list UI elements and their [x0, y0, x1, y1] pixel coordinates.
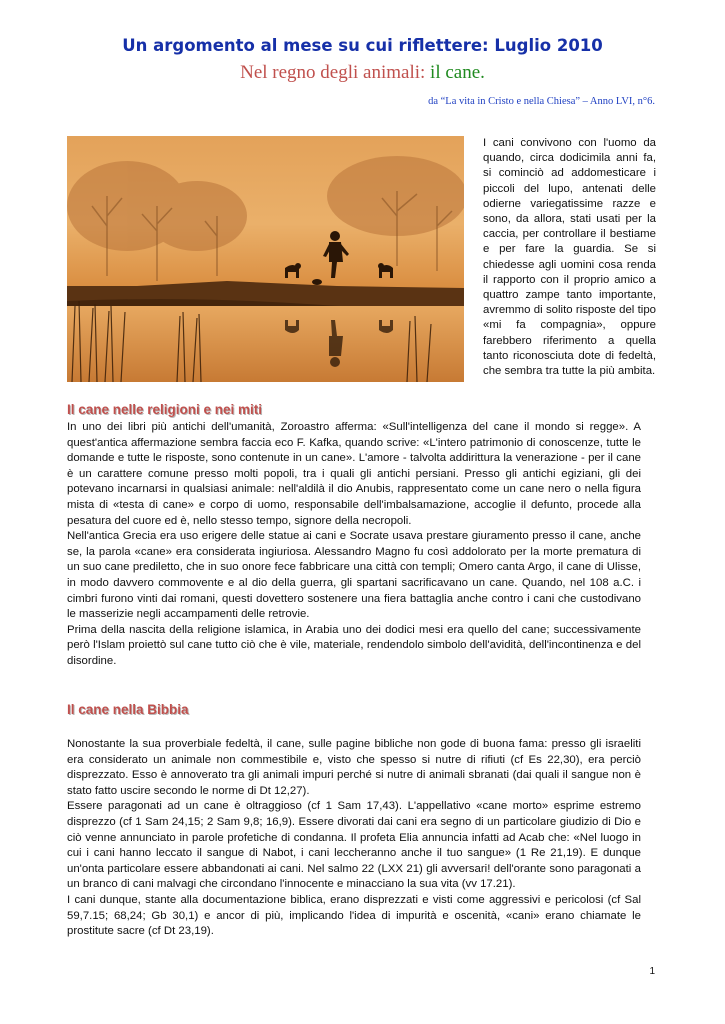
subtitle-text: Nel regno degli animali:: [240, 62, 431, 83]
paragraph: Nell'antica Grecia era uso erigere delle statue ai cani e Socrate usava prestare giuramento presso il cane, anche se, la parola «cane» era considerata ingiuriosa. Alessandro Magno fu così addolorato per la morte prematura di un suo cane prediletto, che in suo onore fece fabbricare una città con templi; Omero canta Argo, il cane di Ulisse, in modo davvero commovente e al dio della guerra, gli spartani sacrificavano un cane. Quando, nel 108 a.C. i cimbri furono vinti dai romani, questi dovettero sostenere una fiera battaglia anche contro i cani che custodivano le masserizie negli accampamenti delle retrovie.: [67, 530, 641, 621]
paragraph: Prima della nascita della religione islamica, in Arabia uno dei dodici mesi era quello del cane; successivamente però l'Islam proiettò sul cane tutto ciò che è vile, materiale, rendendolo simbolo dell'avidità, dell'incontinenza e del disordine.: [67, 623, 641, 667]
subtitle-highlight: il cane.: [430, 62, 485, 83]
paragraph: Essere paragonati ad un cane è oltraggioso (cf 1 Sam 17,43). L'appellativo «cane morto» esprime estremo disprezzo (cf 1 Sam 24,15; 2 Sam 9,8; 16,9). Essere divorati dai cani era segno di un particolare giudizio di Dio e ciò venne annunciato in parole profetiche di condanna. Il profeta Elia annuncia infatti ad Acab che: «Nel luogo in cui i cani hanno leccato il sangue di Nabot, i cani leccheranno anche il tuo sangue» (1 Re 21,19). E dunque un'onta particolare essere abbandonati ai cani. Nel salmo 22 (LXX 21) gli avversari! dell'orante sono paragonati a un branco di cani malvagi che circondano l'innocente e minacciano la sua vita (vv 17.21).: [67, 800, 641, 891]
article-subtitle: [0, 62, 725, 84]
paragraph: I cani dunque, stante alla documentazione biblica, erano disprezzati e visti come aggressivi e pericolosi (cf Sal 59,7.15; 68,24; Gb 30,1) e ancor di più, implicando l'idea di impurità e oscenità, «cani» erano chiamate le prostitute sacre (cf Dt 23,19).: [67, 893, 641, 938]
page-number: 1: [649, 966, 655, 977]
section-heading-religioni: Il cane nelle religioni e nei miti: [67, 402, 263, 417]
paragraph: Nonostante la sua proverbiale fedeltà, il cane, sulle pagine bibliche non gode di buona fama: presso gli israeliti era considerato un animale non commestibile e, visto che spesso si nutre di rifiuti (cf Es 22,30), era perciò disprezzato. Esso è annoverato tra gli animali impuri perché si nutre di animali sbranati (dai quali il sangue non è stato fatto uscire secondo le norme di Dt 12,27).: [67, 738, 641, 797]
source-citation: da “La vita in Cristo e nella Chiesa” – Anno LVI, n°6.: [428, 96, 655, 107]
section-heading-bibbia: Il cane nella Bibbia: [67, 702, 189, 717]
section-body-bibbia: [67, 737, 641, 940]
page-title: Un argomento al mese su cui riflettere: Luglio 2010: [122, 36, 603, 55]
paragraph: In uno dei libri più antichi dell'umanità, Zoroastro afferma: «Sull'intelligenza del cane il mondo si regge». A quest'antica affermazione sembra faccia eco F. Kafka, quando scrive: «L'intero patrimonio di conoscenze, tutte le domande e tutte le risposte, sono contenute in un cane». L'amore - talvolta addirittura la venerazione - per il cane è un carattere comune presso molti popoli, tra i quali gli antichi persiani. Presso gli antichi egiziani, gli dei potevano incarnarsi in qualsiasi animale: nell'aldilà il dio Anubis, rappresentato come un cane nero o nella figura mista di «testa di cane» e corpo di uomo, responsabile dell'imbalsamazione, accoglie il defunto, procede alla pesatura del cuore ed è, nello stesso tempo, signore della necropoli.: [67, 421, 641, 527]
section-body-religioni: [67, 420, 641, 670]
intro-paragraph: I cani convivono con l'uomo da quando, circa dodicimila anni fa, si cominciò ad addomesticare i piccoli del lupo, antenati delle odierne variegatissime razze e sono, da allora, stati usati per la caccia, per controllare il bestiame e per fare la guardia. Se si chiedesse agli uomini cosa renda il rapporto con il proprio amico a quattro zampe tanto importante, avremmo di solito risposte del tipo «mi fa compagnia», oppure farebbero riferimento a quella tanto riconosciuta dote di fedeltà, che sembra tra tutte la più ambita.: [483, 137, 656, 378]
dog-walker-photo: [67, 136, 464, 382]
